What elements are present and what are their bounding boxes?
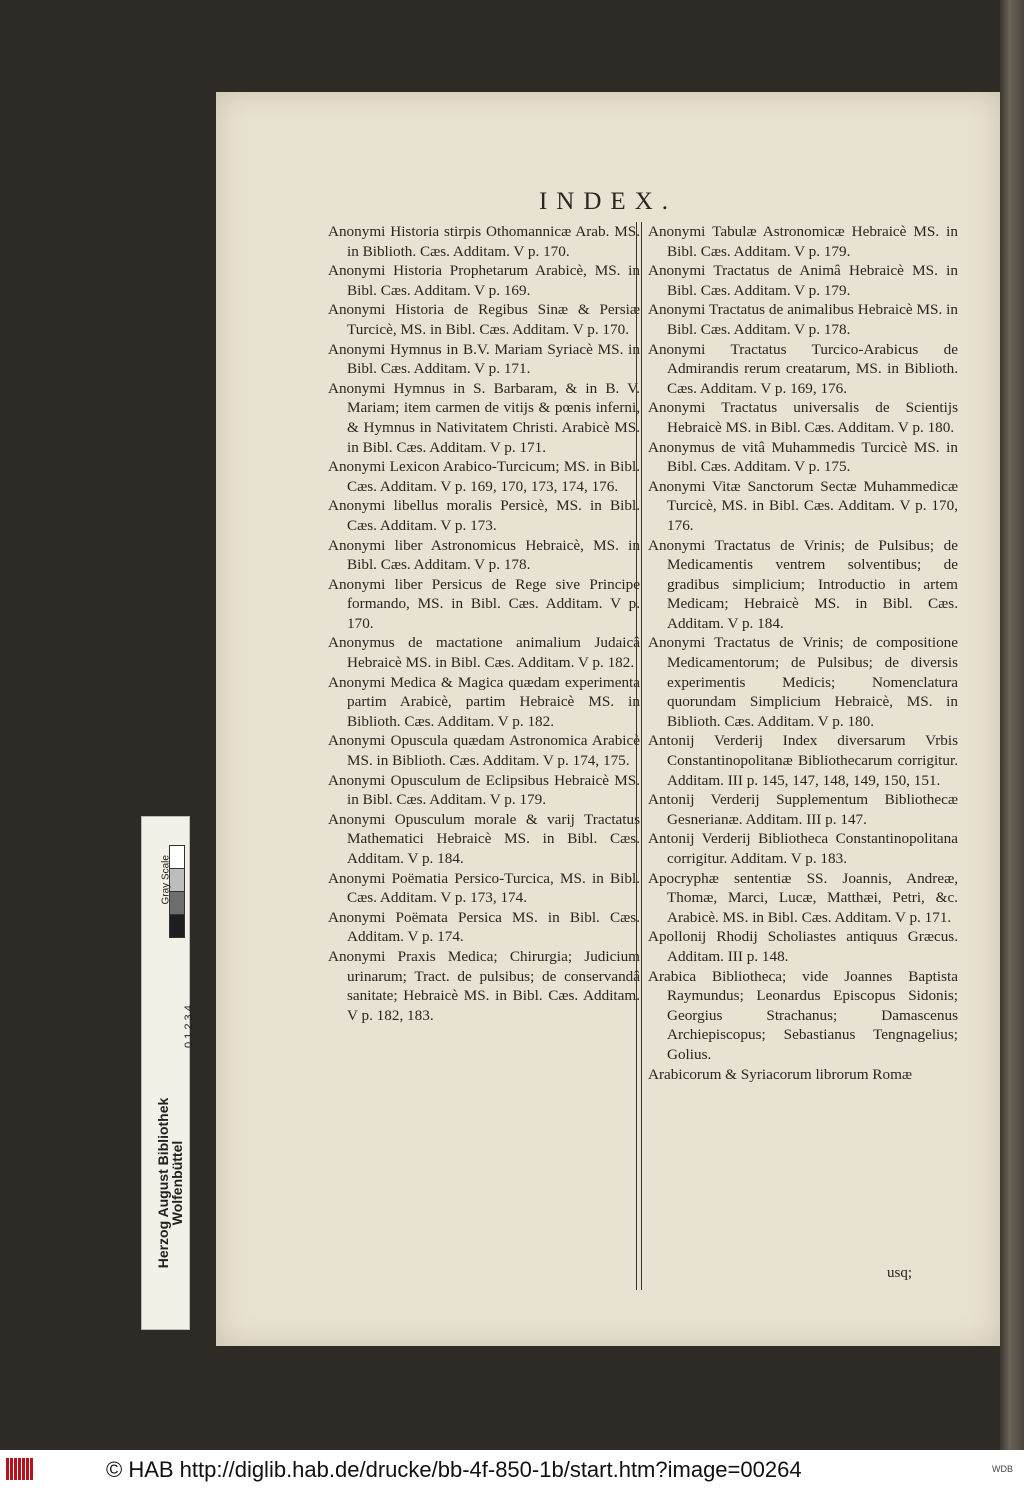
index-entry: Anonymi Hymnus in B.V. Mariam Syriacè MS. in Bibl. Cæs. Additam. V p. 171.	[328, 340, 640, 378]
index-entry: Antonij Verderij Bibliotheca Constantinopolitana corrigitur. Additam. V p. 183.	[648, 830, 958, 867]
index-entry: Anonymus de vitâ Muhammedis Turcicè MS. in Bibl. Cæs. Additam. V p. 175.	[648, 438, 958, 476]
index-entry: Apollonij Rhodij Scholiastes antiquus Græcus. Additam. III p. 148.	[648, 928, 958, 965]
catchword: usq;	[887, 1265, 913, 1281]
index-entry: Anonymi Tabulæ Astronomicæ Hebraicè MS. in Bibl. Cæs. Additam. V p. 179.	[648, 223, 958, 260]
footer-mark: WDB	[992, 1464, 1013, 1474]
index-entry: Anonymi liber Persicus de Rege sive Principe formando, MS. in Bibl. Cæs. Additam. V p. 170.	[328, 575, 640, 632]
right-index-column	[648, 222, 958, 1084]
ruler-scale-numbers: 0 1 2 3 4	[183, 1005, 195, 1048]
index-entry: Anonymi Historia Prophetarum Arabicè, MS. in Bibl. Cæs. Additam. V p. 169.	[328, 262, 640, 299]
index-entry: Anonymi Tractatus universalis de Scientijs Hebraicè MS. in Bibl. Cæs. Additam. V p. 180.	[648, 399, 958, 436]
index-entry: Antonij Verderij Index diversarum Vrbis Constantinopolitanæ Bibliothecarum corrigitur. Additam. III p. 145, 147, 148, 149, 150, 151.	[648, 732, 958, 789]
index-entry: Anonymi Opusculum de Eclipsibus Hebraicè MS. in Bibl. Cæs. Additam. V p. 179.	[328, 771, 640, 809]
index-entry: Arabica Bibliotheca; vide Joannes Baptista Raymundus; Leonardus Episcopus Sidonis; Georgius Strachanus; Damascenus Archiepiscopus; Sebastianus Tengnagelius; Golius.	[648, 967, 958, 1063]
library-name	[155, 1093, 185, 1273]
index-entry: Anonymi Tractatus de Vrinis; de Pulsibus; de Medicamentis ventrem solventibus; de gradibus simplicium; Introductio in artem Medicam; Hebraicè MS. in Bibl. Cæs. Additam. V p. 184.	[648, 536, 958, 632]
index-entry: Antonij Verderij Supplementum Bibliothecæ Gesnerianæ. Additam. III p. 147.	[648, 791, 958, 828]
column-divider	[636, 222, 642, 1290]
index-entry: Anonymi Lexicon Arabico-Turcicum; MS. in Bibl. Cæs. Additam. V p. 169, 170, 173, 174, 176.	[328, 458, 640, 495]
index-entry: Anonymi Tractatus de Vrinis; de compositione Medicamentorum; de Pulsibus; de diversis experimentis Medicis; Nomenclatura quorundam Simplicium Hebraicè, MS. in Biblioth. Cæs. Additam. V p. 180.	[648, 634, 958, 730]
index-entry: Anonymus de mactatione animalium Judaicâ Hebraicè MS. in Bibl. Cæs. Additam. V p. 182.	[328, 634, 640, 672]
library-name-line2: Wolfenbüttel	[169, 1140, 185, 1226]
index-entry: Anonymi Opusculum morale & varij Tractatus Mathematici Hebraicè MS. in Bibl. Cæs. Additam. V p. 184.	[328, 810, 640, 867]
gray-scale-label: Gray Scale	[160, 855, 172, 905]
index-entry: Anonymi Historia stirpis Othomannicæ Arab. MS. in Biblioth. Cæs. Additam. V p. 170.	[328, 223, 640, 260]
index-entry: Anonymi Praxis Medica; Chirurgia; Judicium urinarum; Tract. de pulsibus; de conservandâ sanitate; Hebraicè MS. in Bibl. Cæs. Additam. V p. 182, 183.	[328, 947, 640, 1024]
index-entry: Anonymi Hymnus in S. Barbaram, & in B. V. Mariam; item carmen de vitijs & pœnis inferni, & Hymnus in Nativitatem Christi. Arabicè MS. in Bibl. Cæs. Additam. V p. 171.	[328, 379, 640, 456]
index-entry: Anonymi Poëmata Persica MS. in Bibl. Cæs. Additam. V p. 174.	[328, 908, 640, 946]
index-entry: Anonymi Medica & Magica quædam experimenta partim Arabicè, partim Hebraicè MS. in Biblioth. Cæs. Additam. V p. 182.	[328, 673, 640, 730]
book-page	[216, 92, 1000, 1346]
index-entry: Anonymi Tractatus de Animâ Hebraicè MS. in Bibl. Cæs. Additam. V p. 179.	[648, 262, 958, 299]
index-entry: Anonymi liber Astronomicus Hebraicè, MS. in Bibl. Cæs. Additam. V p. 178.	[328, 536, 640, 574]
index-entry: Anonymi Opuscula quædam Astronomica Arabicè MS. in Biblioth. Cæs. Additam. V p. 174, 175.	[328, 732, 640, 770]
index-entry: Anonymi libellus moralis Persicè, MS. in Bibl. Cæs. Additam. V p. 173.	[328, 497, 640, 534]
index-entry: Arabicorum & Syriacorum librorum Romæ	[648, 1065, 913, 1083]
index-entry: Anonymi Tractatus Turcico-Arabicus de Admirandis rerum creatarum, MS. in Biblioth. Cæs. Additam. V p. 169, 176.	[648, 340, 958, 397]
index-entry: Anonymi Tractatus de animalibus Hebraicè MS. in Bibl. Cæs. Additam. V p. 178.	[648, 301, 958, 338]
index-entry: Anonymi Historia de Regibus Sinæ & Persiæ Turcicè, MS. in Bibl. Cæs. Additam. V p. 170.	[328, 301, 640, 338]
scale-ruler	[141, 816, 195, 1330]
left-index-column	[328, 222, 640, 1025]
index-entry: Anonymi Poëmatia Persico-Turcica, MS. in Bibl. Cæs. Additam. V p. 173, 174.	[328, 869, 640, 907]
footer-copyright-link[interactable]: © HAB http://diglib.hab.de/drucke/bb-4f-850-1b/start.htm?image=00264	[106, 1457, 802, 1482]
hab-logo-icon	[6, 1458, 42, 1482]
footer-bar	[0, 1450, 1024, 1488]
library-name-line1: Herzog August Bibliothek	[155, 1097, 171, 1269]
index-entry: Anonymi Vitæ Sanctorum Sectæ Muhammedicæ Turcicè, MS. in Bibl. Cæs. Additam. V p. 170, 176.	[648, 477, 958, 534]
page-title: INDEX.	[538, 188, 677, 215]
adjacent-page-edge	[1000, 0, 1024, 1450]
index-entry: Apocryphæ sententiæ SS. Joannis, Andreæ, Thomæ, Marci, Lucæ, Matthæi, Petri, &c. Arabicè. MS. in Bibl. Cæs. Additam. V p. 171.	[648, 869, 958, 926]
